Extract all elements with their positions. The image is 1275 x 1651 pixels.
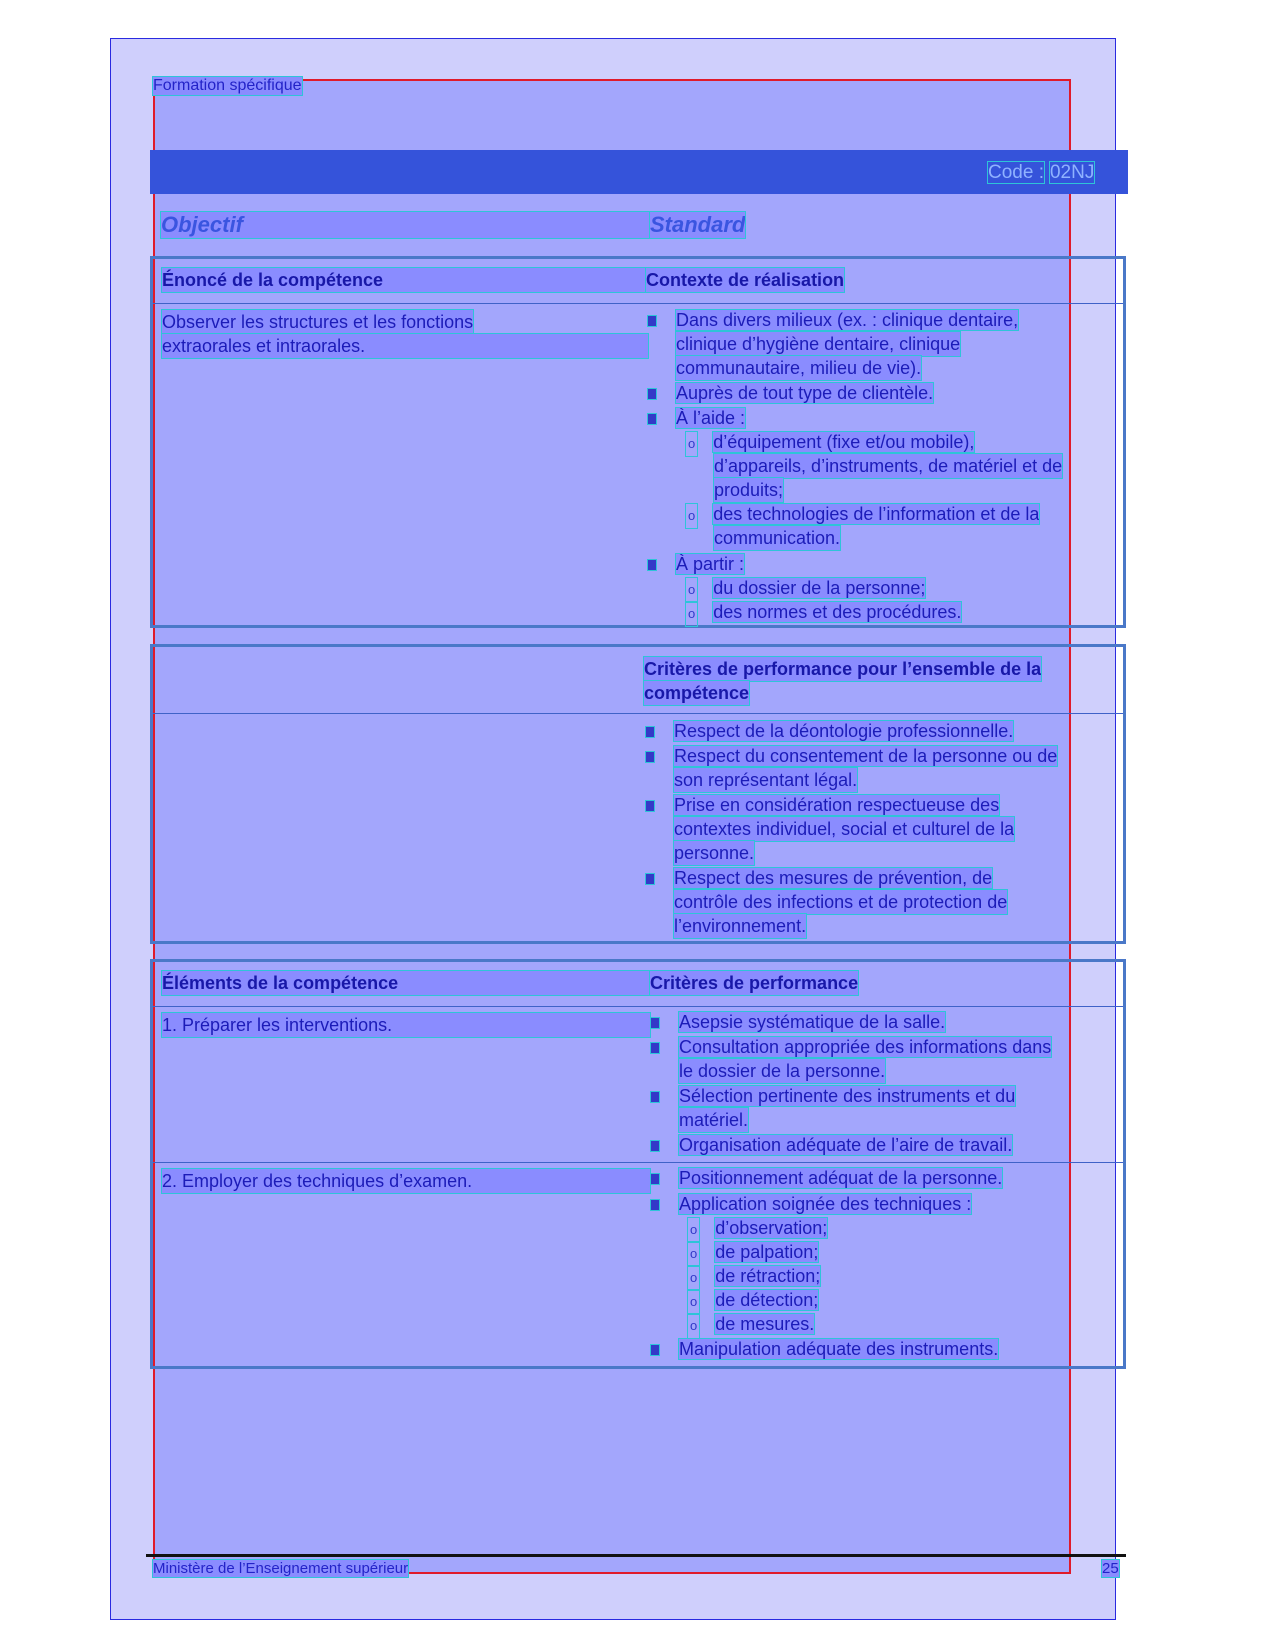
context-item: À partir : [648,552,744,576]
section-divider [153,713,1123,714]
criteria-item-continued: le dossier de la personne. [679,1061,886,1081]
context-subitem: o du dossier de la personne; [686,576,925,602]
criteria-item: Positionnement adéquat de la personne. [651,1166,1002,1190]
criteria-item-continued: contextes individuel, social et culturel de la [674,819,1015,839]
element-item: 2. Employer des techniques d’examen. [162,1169,650,1193]
standard-column-heading: Standard [650,212,746,237]
criteria-item: Sélection pertinente des instruments et du [651,1084,1015,1108]
criteria-subitem: o de palpation; [688,1240,818,1266]
section-divider [153,303,1123,304]
context-item-continued: communautaire, milieu de vie). [676,358,922,378]
criteria-item: Respect du consentement de la personne ou de [646,744,1057,768]
row-divider [153,1162,1123,1163]
criteria-item: Application soignée des techniques : [651,1192,971,1216]
element-item: 1. Préparer les interventions. [162,1013,650,1037]
bullet-icon [651,1174,659,1184]
overall-criteria-heading: compétence [644,683,750,703]
code-bar [150,150,1128,194]
elements-heading: Éléments de la compétence [162,971,650,995]
bullet-icon [651,1018,659,1028]
context-item-continued: clinique d’hygiène dentaire, clinique [676,334,961,354]
criteria-item: Respect de la déontologie professionnelle. [646,719,1013,743]
criteria-item: Respect des mesures de prévention, de [646,866,992,890]
bullet-icon [651,1345,659,1355]
code-label: Code : [988,162,1044,183]
bullet-icon [648,316,656,326]
criteria-subitem: o d’observation; [688,1216,827,1242]
criteria-subitem: o de rétraction; [688,1264,820,1290]
bullet-icon [651,1043,659,1053]
footer-rule [146,1554,1126,1557]
page-number: 25 [1102,1560,1119,1577]
criteria-item: Consultation appropriée des informations dans [651,1035,1051,1059]
criteria-item-continued: personne. [674,843,755,863]
context-heading: Contexte de réalisation [646,270,845,290]
bullet-icon [651,1141,659,1151]
criteria-item-continued: matériel. [679,1110,749,1130]
criteria-item: Organisation adéquate de l’aire de travail. [651,1133,1012,1157]
context-item: À l’aide : [648,406,745,430]
criteria-item: Prise en considération respectueuse des [646,793,999,817]
bullet-icon [648,560,656,570]
circle-bullet-icon: o [686,432,697,456]
circle-bullet-icon: o [688,1242,699,1266]
criteria-subitem: o de détection; [688,1288,818,1314]
context-subitem-continued: d’appareils, d’instruments, de matériel et de [714,456,1063,476]
bullet-icon [651,1092,659,1102]
bullet-icon [646,874,654,884]
context-item: Dans divers milieux (ex. : clinique dentaire, [648,308,1018,332]
bullet-icon [646,752,654,762]
criteria-item: Asepsie systématique de la salle. [651,1010,945,1034]
criteria-item-continued: son représentant légal. [674,770,858,790]
circle-bullet-icon: o [688,1266,699,1290]
bullet-icon [648,414,656,424]
performance-criteria-heading: Critères de performance [650,973,859,993]
circle-bullet-icon: o [688,1290,699,1314]
criteria-item-continued: l’environnement. [674,916,807,936]
circle-bullet-icon: o [686,602,697,626]
competency-code [988,162,1100,184]
section-divider [153,1006,1123,1007]
statement-text-line: extraorales et intraorales. [162,334,648,358]
footer-ministry: Ministère de l’Enseignement supérieur [153,1560,409,1577]
context-subitem-continued: produits; [714,480,784,500]
context-item: Auprès de tout type de clientèle. [648,381,933,405]
code-value: 02NJ [1049,162,1095,183]
context-subitem-continued: communication. [714,528,841,548]
context-subitem: o d’équipement (fixe et/ou mobile), [686,430,974,456]
criteria-item-continued: contrôle des infections et de protection de [674,892,1008,912]
context-subitem: o des technologies de l’information et de la [686,502,1039,528]
criteria-subitem: o de mesures. [688,1312,814,1338]
statement-heading: Énoncé de la compétence [162,268,648,292]
context-subitem: o des normes et des procédures. [686,600,961,626]
overall-criteria-heading: Critères de performance pour l’ensemble de la [644,659,1042,679]
statement-text-line: Observer les structures et les fonctions [162,312,474,332]
circle-bullet-icon: o [686,578,697,602]
running-header: Formation spécifique [153,77,302,94]
bullet-icon [648,389,656,399]
bullet-icon [651,1200,659,1210]
circle-bullet-icon: o [688,1218,699,1242]
bullet-icon [646,727,654,737]
circle-bullet-icon: o [686,504,697,528]
bullet-icon [646,801,654,811]
circle-bullet-icon: o [688,1314,699,1338]
objective-column-heading: Objectif [161,212,649,238]
criteria-item: Manipulation adéquate des instruments. [651,1337,998,1361]
